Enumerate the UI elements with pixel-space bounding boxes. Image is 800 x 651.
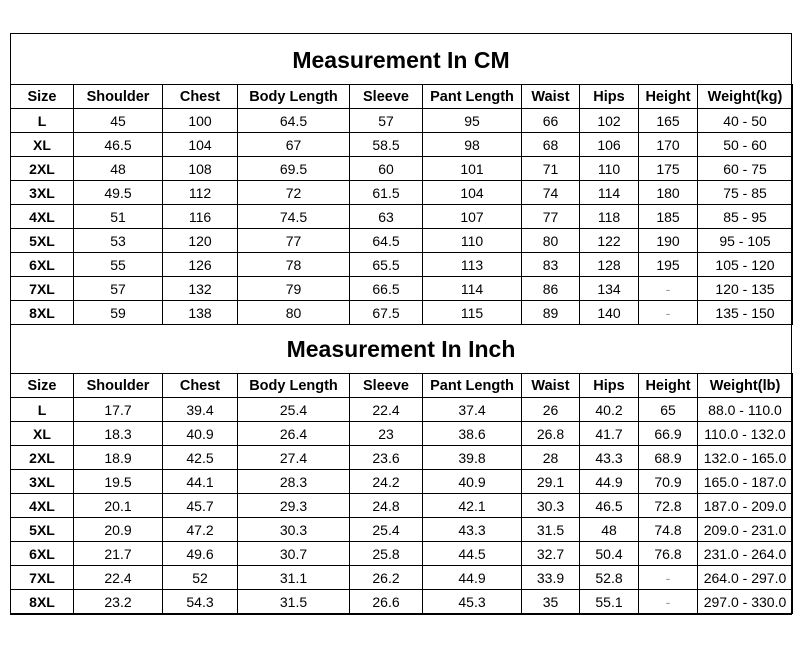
table-cell: 135 - 150 xyxy=(698,301,793,325)
table-cell: 25.8 xyxy=(350,542,423,566)
table-cell: 58.5 xyxy=(350,133,423,157)
table-cell: 74.5 xyxy=(238,205,350,229)
table-cell: 18.3 xyxy=(74,422,163,446)
table-cell: 231.0 - 264.0 xyxy=(698,542,793,566)
table-cell: 59 xyxy=(74,301,163,325)
cm-table-title: Measurement In CM xyxy=(292,47,510,73)
table-cell: 110.0 - 132.0 xyxy=(698,422,793,446)
table-cell: 61.5 xyxy=(350,181,423,205)
table-cell: 67 xyxy=(238,133,350,157)
table-cell: 50 - 60 xyxy=(698,133,793,157)
table-cell: 76.8 xyxy=(639,542,698,566)
table-row xyxy=(11,446,793,470)
table-cell: 18.9 xyxy=(74,446,163,470)
table-cell: 40.9 xyxy=(423,470,522,494)
inch-column-header: Body Length xyxy=(238,374,350,398)
inch-column-header: Size xyxy=(11,374,74,398)
table-cell: 69.5 xyxy=(238,157,350,181)
size-cell: 5XL xyxy=(11,518,74,542)
table-cell: 24.8 xyxy=(350,494,423,518)
size-cell: 7XL xyxy=(11,566,74,590)
table-cell: 122 xyxy=(580,229,639,253)
table-cell: 132 xyxy=(163,277,238,301)
table-cell: 68 xyxy=(522,133,580,157)
table-cell: 22.4 xyxy=(74,566,163,590)
table-cell: 190 xyxy=(639,229,698,253)
inch-header-row xyxy=(11,374,793,398)
table-cell: 54.3 xyxy=(163,590,238,614)
table-row xyxy=(11,542,793,566)
table-cell: 116 xyxy=(163,205,238,229)
table-cell: 31.5 xyxy=(238,590,350,614)
table-cell: 49.6 xyxy=(163,542,238,566)
inch-column-header: Sleeve xyxy=(350,374,423,398)
table-row xyxy=(11,181,793,205)
table-row xyxy=(11,422,793,446)
table-cell: 40 - 50 xyxy=(698,109,793,133)
table-cell: 30.3 xyxy=(522,494,580,518)
table-cell: 110 xyxy=(423,229,522,253)
table-cell: 43.3 xyxy=(423,518,522,542)
table-cell: 26.6 xyxy=(350,590,423,614)
table-cell: 25.4 xyxy=(238,398,350,422)
cm-column-header: Weight(kg) xyxy=(698,85,793,109)
table-cell: 37.4 xyxy=(423,398,522,422)
table-cell: 106 xyxy=(580,133,639,157)
table-cell: 64.5 xyxy=(238,109,350,133)
table-cell: 138 xyxy=(163,301,238,325)
size-cell: L xyxy=(11,398,74,422)
table-cell: 110 xyxy=(580,157,639,181)
table-cell: 27.4 xyxy=(238,446,350,470)
table-row xyxy=(11,494,793,518)
table-cell: 105 - 120 xyxy=(698,253,793,277)
table-cell: 114 xyxy=(580,181,639,205)
table-cell: 20.9 xyxy=(74,518,163,542)
table-cell: 80 xyxy=(238,301,350,325)
table-cell: 77 xyxy=(238,229,350,253)
table-cell: 132.0 - 165.0 xyxy=(698,446,793,470)
table-cell: 49.5 xyxy=(74,181,163,205)
table-cell: 29.1 xyxy=(522,470,580,494)
table-cell: 44.1 xyxy=(163,470,238,494)
table-cell: 45 xyxy=(74,109,163,133)
table-cell: 102 xyxy=(580,109,639,133)
table-cell: 95 - 105 xyxy=(698,229,793,253)
table-row xyxy=(11,590,793,614)
table-cell: 75 - 85 xyxy=(698,181,793,205)
size-cell: 2XL xyxy=(11,446,74,470)
cm-column-header: Body Length xyxy=(238,85,350,109)
table-cell: 71 xyxy=(522,157,580,181)
table-cell: 128 xyxy=(580,253,639,277)
table-cell: 72 xyxy=(238,181,350,205)
table-cell: 104 xyxy=(163,133,238,157)
table-cell: 48 xyxy=(580,518,639,542)
table-row xyxy=(11,229,793,253)
table-cell: 264.0 - 297.0 xyxy=(698,566,793,590)
size-cell: 6XL xyxy=(11,542,74,566)
cm-size-table xyxy=(10,84,793,325)
table-cell: 44.5 xyxy=(423,542,522,566)
table-cell: 44.9 xyxy=(580,470,639,494)
table-cell: 17.7 xyxy=(74,398,163,422)
table-cell: 48 xyxy=(74,157,163,181)
table-cell: 35 xyxy=(522,590,580,614)
table-cell: 60 xyxy=(350,157,423,181)
table-cell: 175 xyxy=(639,157,698,181)
table-cell: 57 xyxy=(350,109,423,133)
table-cell: 98 xyxy=(423,133,522,157)
table-cell: 67.5 xyxy=(350,301,423,325)
table-cell: 108 xyxy=(163,157,238,181)
table-row xyxy=(11,133,793,157)
table-cell: 209.0 - 231.0 xyxy=(698,518,793,542)
table-cell: 23 xyxy=(350,422,423,446)
table-cell: 28.3 xyxy=(238,470,350,494)
inch-column-header: Pant Length xyxy=(423,374,522,398)
table-cell: 32.7 xyxy=(522,542,580,566)
table-cell: 45.3 xyxy=(423,590,522,614)
table-cell: 140 xyxy=(580,301,639,325)
table-row xyxy=(11,253,793,277)
cm-column-header: Height xyxy=(639,85,698,109)
table-cell: 57 xyxy=(74,277,163,301)
cm-column-header: Size xyxy=(11,85,74,109)
table-cell: 72.8 xyxy=(639,494,698,518)
table-cell: 20.1 xyxy=(74,494,163,518)
cm-column-header: Sleeve xyxy=(350,85,423,109)
table-cell: 26.8 xyxy=(522,422,580,446)
table-cell: 114 xyxy=(423,277,522,301)
cm-header-row xyxy=(11,85,793,109)
table-cell: 95 xyxy=(423,109,522,133)
table-cell: - xyxy=(639,277,698,301)
table-cell: 101 xyxy=(423,157,522,181)
inch-column-header: Weight(lb) xyxy=(698,374,793,398)
table-cell: 74 xyxy=(522,181,580,205)
table-cell: 107 xyxy=(423,205,522,229)
table-cell: 180 xyxy=(639,181,698,205)
table-cell: 55.1 xyxy=(580,590,639,614)
table-cell: 44.9 xyxy=(423,566,522,590)
table-cell: 165.0 - 187.0 xyxy=(698,470,793,494)
table-cell: 85 - 95 xyxy=(698,205,793,229)
table-cell: 165 xyxy=(639,109,698,133)
table-cell: 39.4 xyxy=(163,398,238,422)
table-cell: 38.6 xyxy=(423,422,522,446)
size-cell: 4XL xyxy=(11,494,74,518)
size-cell: 2XL xyxy=(11,157,74,181)
table-cell: 297.0 - 330.0 xyxy=(698,590,793,614)
cm-column-header: Waist xyxy=(522,85,580,109)
table-cell: 120 xyxy=(163,229,238,253)
size-cell: 8XL xyxy=(11,590,74,614)
inch-column-header: Waist xyxy=(522,374,580,398)
table-cell: 30.3 xyxy=(238,518,350,542)
table-cell: 195 xyxy=(639,253,698,277)
table-row xyxy=(11,277,793,301)
inch-column-header: Shoulder xyxy=(74,374,163,398)
table-row xyxy=(11,470,793,494)
table-cell: 104 xyxy=(423,181,522,205)
table-cell: 26.2 xyxy=(350,566,423,590)
table-cell: 88.0 - 110.0 xyxy=(698,398,793,422)
table-cell: 60 - 75 xyxy=(698,157,793,181)
table-cell: 66.5 xyxy=(350,277,423,301)
table-cell: 55 xyxy=(74,253,163,277)
table-cell: 33.9 xyxy=(522,566,580,590)
table-cell: 23.2 xyxy=(74,590,163,614)
table-cell: 66.9 xyxy=(639,422,698,446)
table-cell: 53 xyxy=(74,229,163,253)
table-cell: 39.8 xyxy=(423,446,522,470)
table-row xyxy=(11,301,793,325)
size-cell: 5XL xyxy=(11,229,74,253)
table-cell: 66 xyxy=(522,109,580,133)
table-cell: 41.7 xyxy=(580,422,639,446)
table-cell: 24.2 xyxy=(350,470,423,494)
table-cell: 83 xyxy=(522,253,580,277)
table-cell: 23.6 xyxy=(350,446,423,470)
table-row xyxy=(11,205,793,229)
table-cell: 80 xyxy=(522,229,580,253)
table-cell: 187.0 - 209.0 xyxy=(698,494,793,518)
table-cell: 47.2 xyxy=(163,518,238,542)
table-cell: 65.5 xyxy=(350,253,423,277)
cm-column-header: Pant Length xyxy=(423,85,522,109)
table-cell: 74.8 xyxy=(639,518,698,542)
size-cell: 6XL xyxy=(11,253,74,277)
table-cell: 50.4 xyxy=(580,542,639,566)
cm-column-header: Shoulder xyxy=(74,85,163,109)
table-row xyxy=(11,398,793,422)
table-cell: 70.9 xyxy=(639,470,698,494)
table-cell: 45.7 xyxy=(163,494,238,518)
table-cell: 40.2 xyxy=(580,398,639,422)
table-cell: 115 xyxy=(423,301,522,325)
table-cell: 170 xyxy=(639,133,698,157)
table-cell: 86 xyxy=(522,277,580,301)
inch-column-header: Hips xyxy=(580,374,639,398)
table-cell: 118 xyxy=(580,205,639,229)
table-cell: 19.5 xyxy=(74,470,163,494)
table-cell: 120 - 135 xyxy=(698,277,793,301)
size-cell: 7XL xyxy=(11,277,74,301)
cm-column-header: Chest xyxy=(163,85,238,109)
table-cell: 31.1 xyxy=(238,566,350,590)
table-cell: 89 xyxy=(522,301,580,325)
table-cell: 78 xyxy=(238,253,350,277)
table-cell: 134 xyxy=(580,277,639,301)
table-cell: 113 xyxy=(423,253,522,277)
table-row xyxy=(11,566,793,590)
table-cell: 42.5 xyxy=(163,446,238,470)
table-cell: 65 xyxy=(639,398,698,422)
size-cell: 3XL xyxy=(11,181,74,205)
table-row xyxy=(11,157,793,181)
table-cell: 30.7 xyxy=(238,542,350,566)
table-cell: 31.5 xyxy=(522,518,580,542)
table-cell: 21.7 xyxy=(74,542,163,566)
table-cell: 68.9 xyxy=(639,446,698,470)
table-cell: 100 xyxy=(163,109,238,133)
table-cell: 46.5 xyxy=(580,494,639,518)
size-cell: L xyxy=(11,109,74,133)
size-cell: 8XL xyxy=(11,301,74,325)
table-cell: 46.5 xyxy=(74,133,163,157)
table-cell: 64.5 xyxy=(350,229,423,253)
table-cell: 185 xyxy=(639,205,698,229)
size-cell: XL xyxy=(11,133,74,157)
table-cell: 43.3 xyxy=(580,446,639,470)
table-row xyxy=(11,109,793,133)
table-cell: 29.3 xyxy=(238,494,350,518)
inch-column-header: Height xyxy=(639,374,698,398)
table-cell: - xyxy=(639,566,698,590)
table-cell: 42.1 xyxy=(423,494,522,518)
table-cell: - xyxy=(639,590,698,614)
inch-table-title: Measurement In Inch xyxy=(286,336,516,362)
size-cell: 4XL xyxy=(11,205,74,229)
table-cell: 22.4 xyxy=(350,398,423,422)
table-cell: 52 xyxy=(163,566,238,590)
inch-size-table xyxy=(10,373,793,614)
table-cell: 40.9 xyxy=(163,422,238,446)
table-cell: 25.4 xyxy=(350,518,423,542)
table-cell: 26.4 xyxy=(238,422,350,446)
table-cell: 77 xyxy=(522,205,580,229)
size-cell: 3XL xyxy=(11,470,74,494)
table-cell: 79 xyxy=(238,277,350,301)
size-cell: XL xyxy=(11,422,74,446)
table-cell: - xyxy=(639,301,698,325)
table-cell: 112 xyxy=(163,181,238,205)
cm-column-header: Hips xyxy=(580,85,639,109)
table-cell: 28 xyxy=(522,446,580,470)
table-row xyxy=(11,518,793,542)
table-cell: 51 xyxy=(74,205,163,229)
table-cell: 52.8 xyxy=(580,566,639,590)
table-cell: 126 xyxy=(163,253,238,277)
table-cell: 26 xyxy=(522,398,580,422)
inch-column-header: Chest xyxy=(163,374,238,398)
table-cell: 63 xyxy=(350,205,423,229)
